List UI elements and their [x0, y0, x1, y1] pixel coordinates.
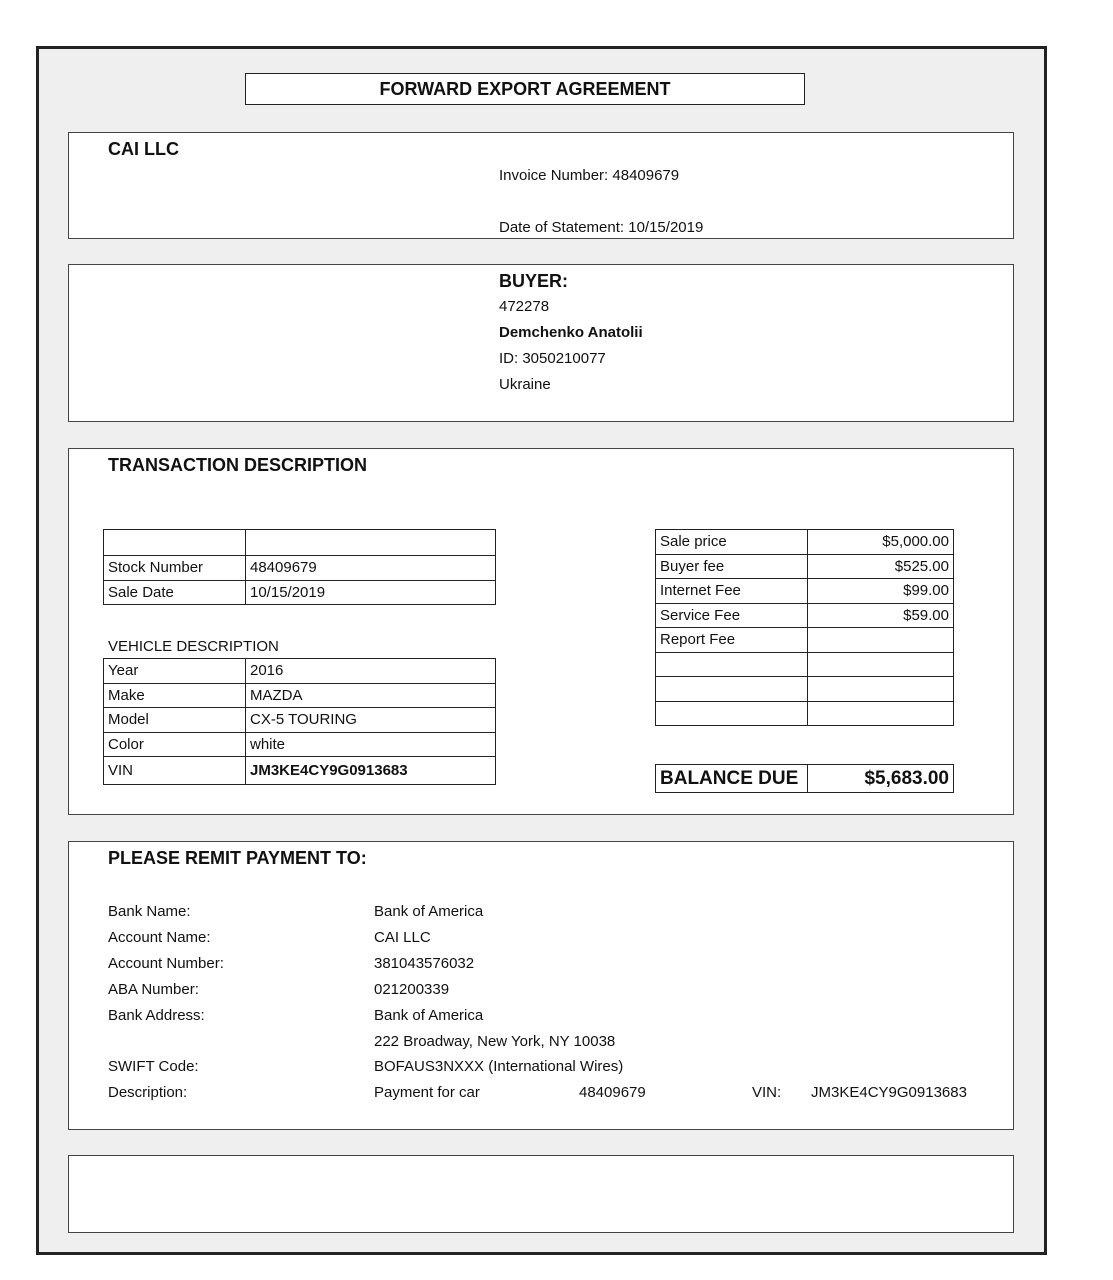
table-row — [656, 765, 954, 793]
description-text: Payment for car — [374, 1084, 480, 1101]
vehicle-label: Color — [104, 732, 246, 757]
balance-value: $5,683.00 — [808, 765, 954, 793]
stock-label — [104, 530, 246, 556]
table-row — [656, 652, 954, 677]
remit-section — [68, 841, 1014, 1130]
description-vin: JM3KE4CY9G0913683 — [811, 1084, 967, 1101]
table-row — [656, 603, 954, 628]
fee-label: Sale price — [656, 530, 808, 555]
fee-label — [656, 701, 808, 726]
table-row — [656, 701, 954, 726]
vehicle-vin: JM3KE4CY9G0913683 — [246, 757, 496, 785]
table-row — [104, 708, 496, 733]
vehicle-value: white — [246, 732, 496, 757]
fee-label: Service Fee — [656, 603, 808, 628]
fee-label: Internet Fee — [656, 579, 808, 604]
fee-value: $525.00 — [808, 554, 954, 579]
fee-value — [808, 628, 954, 653]
account-number: 381043576032 — [374, 955, 475, 972]
invoice-number: Invoice Number: 48409679 — [499, 167, 680, 184]
vehicle-heading: VEHICLE DESCRIPTION — [108, 638, 279, 655]
seller-section — [68, 132, 1014, 239]
table-row — [104, 556, 496, 581]
table-row — [656, 554, 954, 579]
buyer-section — [68, 264, 1014, 422]
table-row — [104, 683, 496, 708]
buyer-heading: BUYER: — [499, 271, 569, 291]
bank-address-line2: 222 Broadway, New York, NY 10038 — [374, 1033, 616, 1050]
balance-table — [655, 764, 954, 793]
balance-label: BALANCE DUE — [656, 765, 808, 793]
stock-label: Stock Number — [104, 556, 246, 581]
fee-label: Buyer fee — [656, 554, 808, 579]
fee-value: $99.00 — [808, 579, 954, 604]
account-number-label: Account Number: — [108, 955, 224, 972]
buyer-name: Demchenko Anatolii — [499, 324, 643, 341]
fee-label: Report Fee — [656, 628, 808, 653]
swift-label: SWIFT Code: — [108, 1058, 199, 1075]
document-title: FORWARD EXPORT AGREEMENT — [245, 73, 805, 105]
vehicle-value: CX-5 TOURING — [246, 708, 496, 733]
vehicle-value: MAZDA — [246, 683, 496, 708]
table-row — [656, 677, 954, 702]
fee-value — [808, 701, 954, 726]
table-row — [104, 530, 496, 556]
vehicle-label: Make — [104, 683, 246, 708]
description-vin-label: VIN: — [752, 1084, 782, 1101]
bank-name-label: Bank Name: — [108, 903, 191, 920]
stock-table — [103, 529, 496, 605]
transaction-section — [68, 448, 1014, 815]
table-row — [656, 530, 954, 555]
transaction-heading: TRANSACTION DESCRIPTION — [108, 455, 368, 475]
buyer-id: ID: 3050210077 — [499, 350, 606, 367]
description-label: Description: — [108, 1084, 188, 1101]
stock-label: Sale Date — [104, 580, 246, 605]
bank-address-label: Bank Address: — [108, 1007, 205, 1024]
fee-value — [808, 652, 954, 677]
fees-table — [655, 529, 954, 726]
fee-value: $59.00 — [808, 603, 954, 628]
buyer-country: Ukraine — [499, 376, 551, 393]
notes-section — [68, 1155, 1014, 1233]
fee-value — [808, 677, 954, 702]
table-row — [104, 580, 496, 605]
table-row — [104, 732, 496, 757]
description-number: 48409679 — [579, 1084, 646, 1101]
bank-name: Bank of America — [374, 903, 484, 920]
table-row — [104, 659, 496, 684]
fee-value: $5,000.00 — [808, 530, 954, 555]
aba-label: ABA Number: — [108, 981, 199, 998]
table-row — [656, 579, 954, 604]
vehicle-value: 2016 — [246, 659, 496, 684]
vehicle-label: Model — [104, 708, 246, 733]
statement-date: Date of Statement: 10/15/2019 — [499, 219, 704, 236]
fee-label — [656, 652, 808, 677]
fee-label — [656, 677, 808, 702]
account-name-label: Account Name: — [108, 929, 211, 946]
bank-address-line1: Bank of America — [374, 1007, 484, 1024]
aba-number: 021200339 — [374, 981, 450, 998]
remit-heading: PLEASE REMIT PAYMENT TO: — [108, 848, 367, 868]
table-row — [656, 628, 954, 653]
vehicle-label: VIN — [104, 757, 246, 785]
account-name: CAI LLC — [374, 929, 431, 946]
stock-value: 10/15/2019 — [246, 580, 496, 605]
stock-value: 48409679 — [246, 556, 496, 581]
vehicle-table — [103, 658, 496, 785]
vehicle-label: Year — [104, 659, 246, 684]
table-row — [104, 757, 496, 785]
buyer-number: 472278 — [499, 298, 550, 315]
seller-name: CAI LLC — [108, 139, 179, 159]
swift-code: BOFAUS3NXXX (International Wires) — [374, 1058, 624, 1075]
stock-value — [246, 530, 496, 556]
